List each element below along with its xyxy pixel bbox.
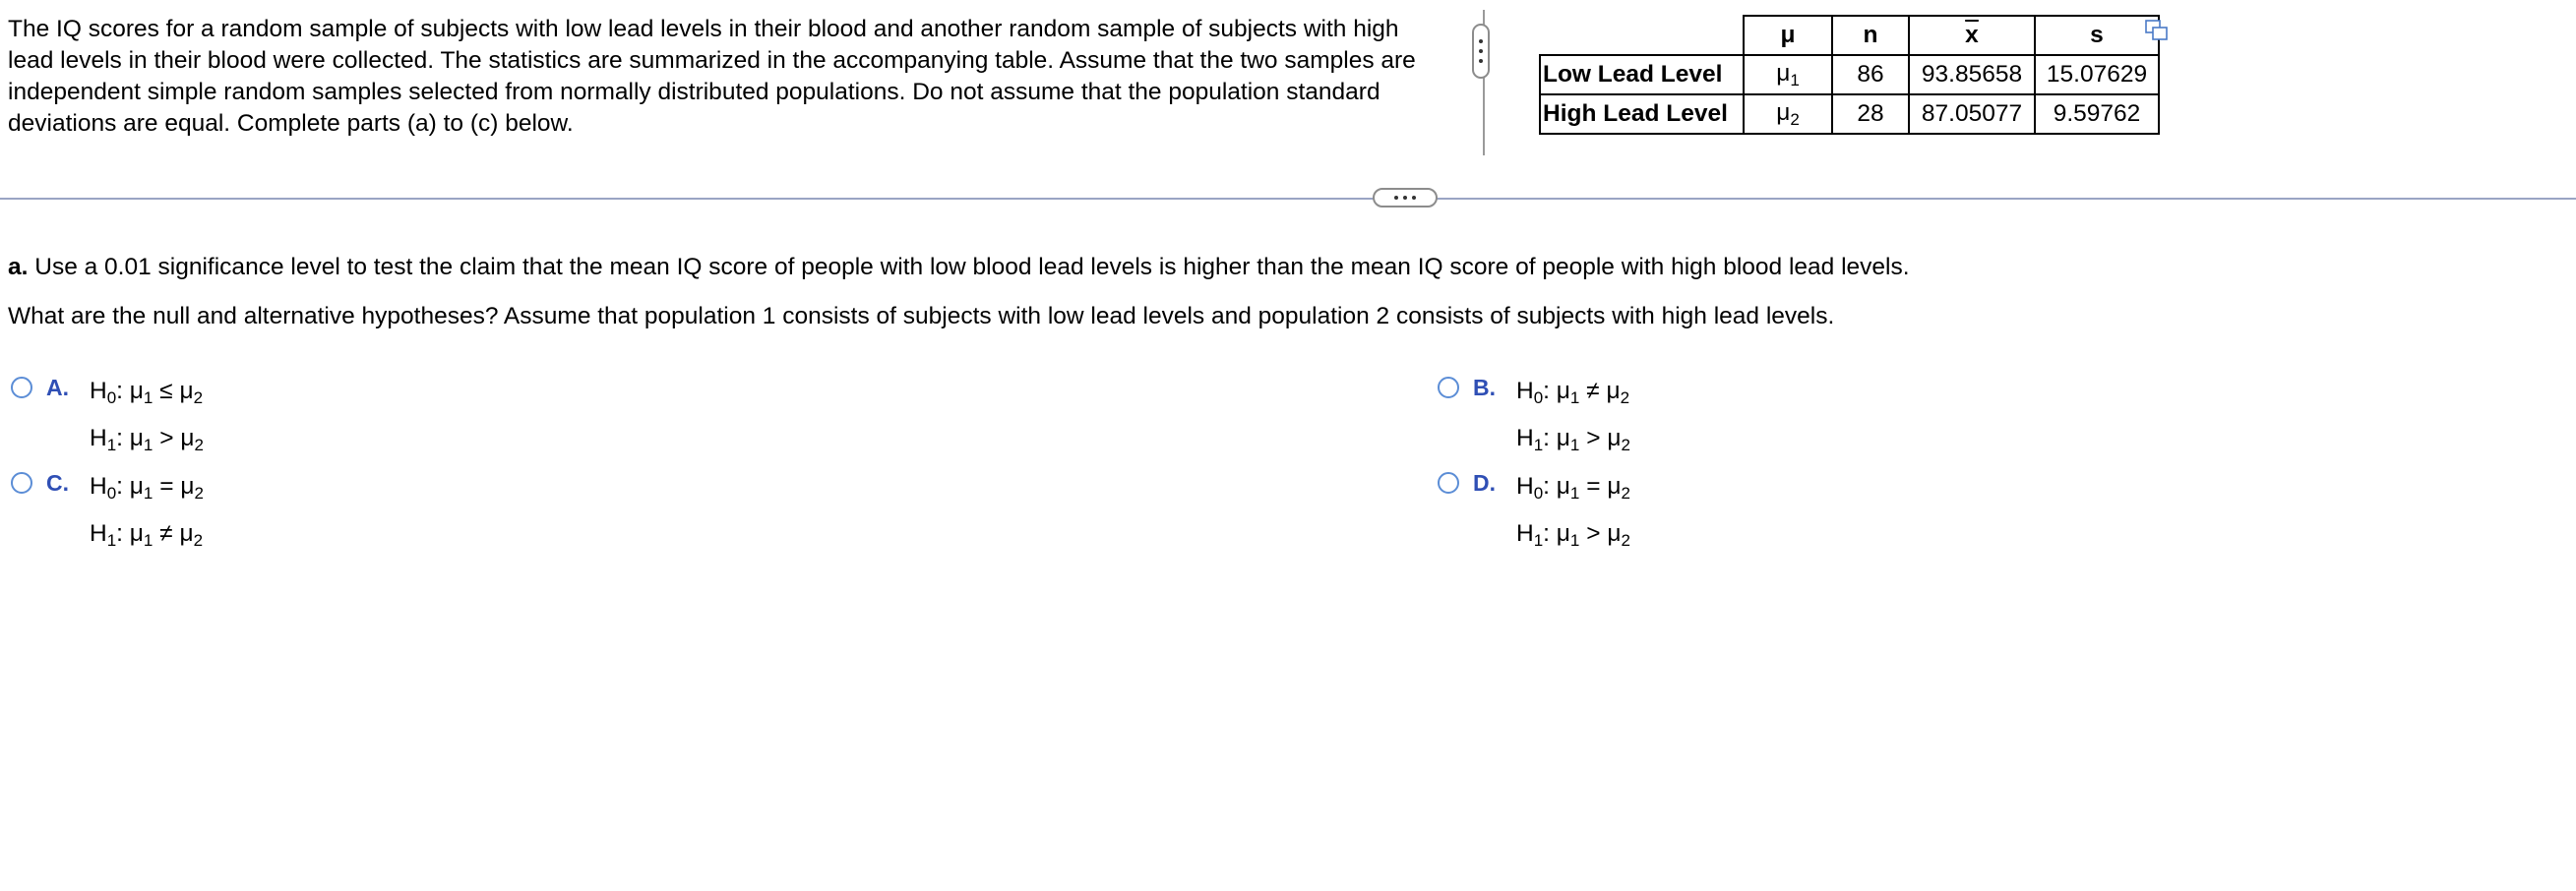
option-d[interactable]: D. $H_0$: $\mu_1 = \mu_2$ $H_1$: $\mu_1 > \mu_2$ xyxy=(1438,466,1630,561)
row-label: Low Lead Level xyxy=(1540,55,1744,94)
header-s: s xyxy=(2035,16,2159,55)
hypotheses: $H_0$: $\mu_1 \ne \mu_2$ $H_1$: $\mu_1 > \mu_2$ xyxy=(1516,378,1630,454)
radio-button[interactable] xyxy=(11,472,32,494)
row-n: 86 xyxy=(1832,55,1909,94)
option-a[interactable]: A. $H_0$: $\mu_1 \le \mu_2$ $H_1$: $\mu_1 > \mu_2$ xyxy=(11,371,204,465)
statistics-table xyxy=(1539,15,2160,135)
radio-button[interactable] xyxy=(1438,377,1459,398)
table-row-high xyxy=(1540,94,2159,134)
row-s: 15.07629 xyxy=(2035,55,2159,94)
row-mu: $\mu_1$ xyxy=(1744,55,1832,94)
row-s: 9.59762 xyxy=(2035,94,2159,134)
radio-button[interactable] xyxy=(1438,472,1459,494)
hypotheses: $H_0$: $\mu_1 \le \mu_2$ $H_1$: $\mu_1 > \mu_2$ xyxy=(90,378,204,454)
row-xbar: 93.85658 xyxy=(1909,55,2035,94)
header-mu: μ xyxy=(1744,16,1832,55)
header-xbar: $\overline{x}$ xyxy=(1909,16,2035,55)
hypotheses: $H_0$: $\mu_1 = \mu_2$ $H_1$: $\mu_1 > \mu_2$ xyxy=(1516,473,1630,550)
row-label: High Lead Level xyxy=(1540,94,1744,134)
question-part-a: a. Use a 0.01 significance level to test the claim that the mean IQ score of people with low blood lead levels is higher than the mean IQ score of people with high blood lead levels. xyxy=(8,254,1910,280)
option-c[interactable]: C. $H_0$: $\mu_1 = \mu_2$ $H_1$: $\mu_1 \ne \mu_2$ xyxy=(11,466,204,561)
question-prompt: What are the null and alternative hypotheses? Assume that population 1 consists of subjects with low lead levels and population 2 consists of subjects with high lead levels. xyxy=(8,303,1835,329)
hypotheses: $H_0$: $\mu_1 = \mu_2$ $H_1$: $\mu_1 \ne \mu_2$ xyxy=(90,473,204,550)
row-mu: $\mu_2$ xyxy=(1744,94,1832,134)
header-n: n xyxy=(1832,16,1909,55)
row-n: 28 xyxy=(1832,94,1909,134)
horizontal-divider xyxy=(0,198,2576,200)
problem-statement: The IQ scores for a random sample of subjects with low lead levels in their blood and another random sample of subjects with high lead levels in their blood were collected. The statistics are summarized in the accompanying table. Assume that the two samples are independent simple random samples selected from normally distributed populations. Do not assume that the population standard deviations are equal. Complete parts (a) to (c) below. xyxy=(8,16,1416,137)
row-xbar: 87.05077 xyxy=(1909,94,2035,134)
table-header-row xyxy=(1540,16,2159,55)
table-row-low xyxy=(1540,55,2159,94)
copy-to-clipboard-icon[interactable] xyxy=(2145,20,2169,41)
radio-button[interactable] xyxy=(11,377,32,398)
horizontal-resize-handle[interactable] xyxy=(1373,188,1438,208)
vertical-resize-handle[interactable] xyxy=(1472,24,1490,79)
option-b[interactable]: B. $H_0$: $\mu_1 \ne \mu_2$ $H_1$: $\mu_1 > \mu_2$ xyxy=(1438,371,1630,465)
